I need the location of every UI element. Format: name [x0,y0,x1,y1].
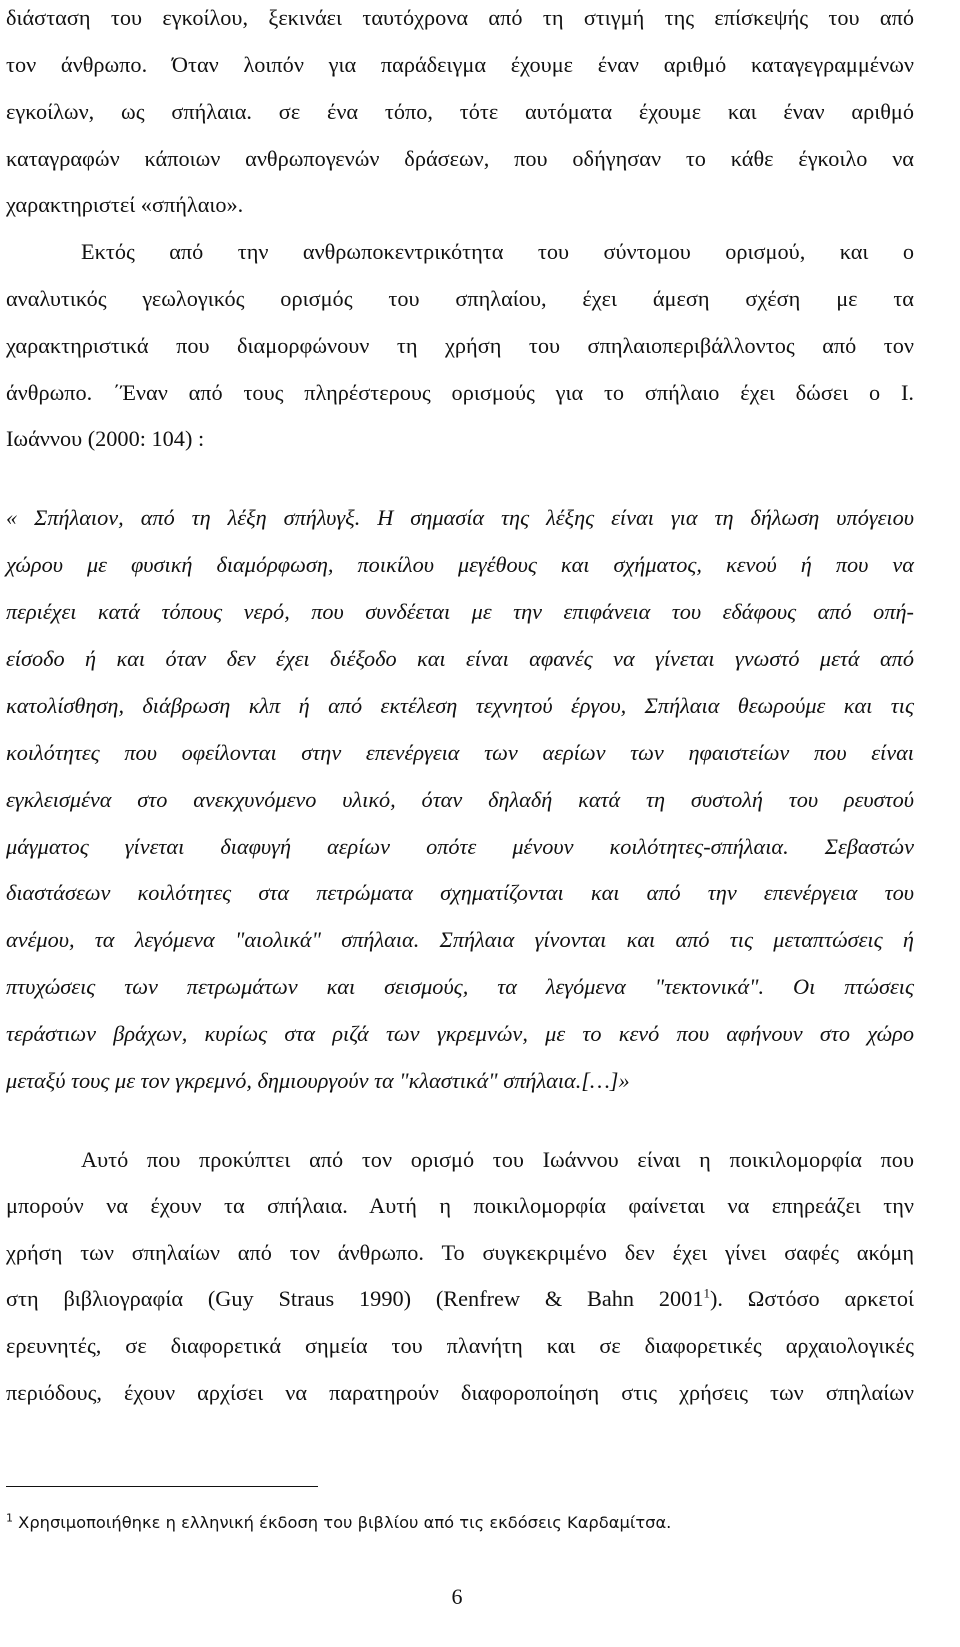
paragraph-1-line: καταγραφών κάποιων ανθρωπογενών δράσεων, που οδήγησαν το κάθε έγκοιλο να [6,146,914,171]
quote-line: χώρου με φυσική διαμόρφωση, ποικίλου μεγέθους και σχήματος, κενού ή που να [6,552,914,577]
paragraph-2-line: άνθρωπο. ΄Έναν από τους πληρέστερους ορισμούς για το σπήλαιο έχει δώσει ο Ι. [6,380,914,405]
paragraph-1-line: εγκοίλων, ως σπήλαια. σε ένα τόπο, τότε αυτόματα έχουμε και έναν αριθμό [6,99,914,124]
paragraph-1-line: διάσταση του εγκοίλου, ξεκινάει ταυτόχρονα από τη στιγμή της επίσκεψής του από [6,5,914,30]
paragraph-3-citation-line [6,1284,914,1314]
paragraph-1-line: χαρακτηριστεί «σπήλαιο». [6,192,244,217]
quote-line: μεταξύ τους με τον γκρεμνό, δημιουργούν τα "κλαστικά" σπήλαια.[…]» [6,1068,630,1093]
quote-line: μάγματος γίνεται διαφυγή αερίων οπότε μένουν κοιλότητες-σπήλαια. Σεβαστών [6,834,914,859]
quote-line: ανέμου, τα λεγόμενα "αιολικά" σπήλαια. Σπήλαια γίνονται και από τις μεταπτώσεις ή [6,927,914,952]
paragraph-2-line: Εκτός από την ανθρωποκεντρικότητα του σύντομου ορισμού, και ο [81,239,914,264]
page-number: 6 [451,1584,463,1609]
paragraph-3-line: χρήση των σπηλαίων από τον άνθρωπο. Το συγκεκριμένο δεν έχει γίνει σαφές ακόμη [6,1240,914,1265]
quote-line: τεράστιων βράχων, κυρίως στα ριζά των γκρεμνών, με το κενό που αφήνουν στο χώρο [6,1021,914,1046]
paragraph-3-line: ερευνητές, σε διαφορετικά σημεία του πλανήτη και σε διαφορετικές αρχαιολογικές [6,1333,914,1358]
quote-line: κατολίσθηση, διάβρωση κλπ ή από εκτέλεση τεχνητού έργου, Σπήλαια θεωρούμε και τις [6,693,914,718]
quote-line: περιέχει κατά τόπους νερό, που συνδέεται με την επιφάνεια του εδάφους από οπή- [6,599,914,624]
footnote-separator [6,1486,318,1487]
quote-line: κοιλότητες που οφείλονται στην επενέργεια των αερίων των ηφαιστείων που είναι [6,740,914,765]
quote-line: εγκλεισμένα στο ανεκχυνόμενο υλικό, όταν δηλαδή κατά τη συστολή του ρευστού [6,787,914,812]
paragraph-3-line: περιόδους, έχουν αρχίσει να παρατηρούν διαφοροποίηση στις χρήσεις των σπηλαίων [6,1380,914,1405]
paragraph-2-line: Ιωάννου (2000: 104) : [6,426,205,451]
citation-text-after: ). Ωστόσο αρκετοί [709,1286,914,1311]
paragraph-1-line: τον άνθρωπο. Όταν λοιπόν για παράδειγμα έχουμε έναν αριθμό καταγεγραμμένων [6,52,914,77]
citation-text-before: στη βιβλιογραφία (Guy Straus 1990) (Renfrew & Bahn 2001 [6,1286,704,1311]
paragraph-3-line: μπορούν να έχουν τα σπήλαια. Αυτή η ποικιλομορφία φαίνεται να επηρεάζει την [6,1193,914,1218]
quote-line: πτυχώσεις των πετρωμάτων και σεισμούς, τα λεγόμενα "τεκτονικά". Οι πτώσεις [6,974,914,999]
quote-line: « Σπήλαιον, από τη λέξη σπήλυγξ. Η σημασία της λέξης είναι για τη δήλωση υπόγειου [6,505,914,530]
footnote-reference[interactable]: 1 [703,1285,710,1301]
paragraph-2-line: αναλυτικός γεωλογικός ορισμός του σπηλαίου, έχει άμεση σχέση με τα [6,286,914,311]
quote-line: είσοδο ή και όταν δεν έχει διέξοδο και είναι αφανές να γίνεται γνωστό μετά από [6,646,914,671]
paragraph-2-line: χαρακτηριστικά που διαμορφώνουν τη χρήση του σπηλαιοπεριβάλλοντος από τον [6,333,914,358]
footnote-text: Χρησιμοποιήθηκε η ελληνική έκδοση του βιβλίου από τις εκδόσεις Καρδαμίτσα. [13,1513,672,1532]
paragraph-3-line: Αυτό που προκύπτει από τον ορισμό του Ιωάννου είναι η ποικιλομορφία που [81,1147,914,1172]
footnote-marker: 1 [6,1511,13,1525]
quote-line: διαστάσεων κοιλότητες στα πετρώματα σχηματίζονται και από την επενέργεια του [6,880,914,905]
footnote [6,1512,671,1534]
